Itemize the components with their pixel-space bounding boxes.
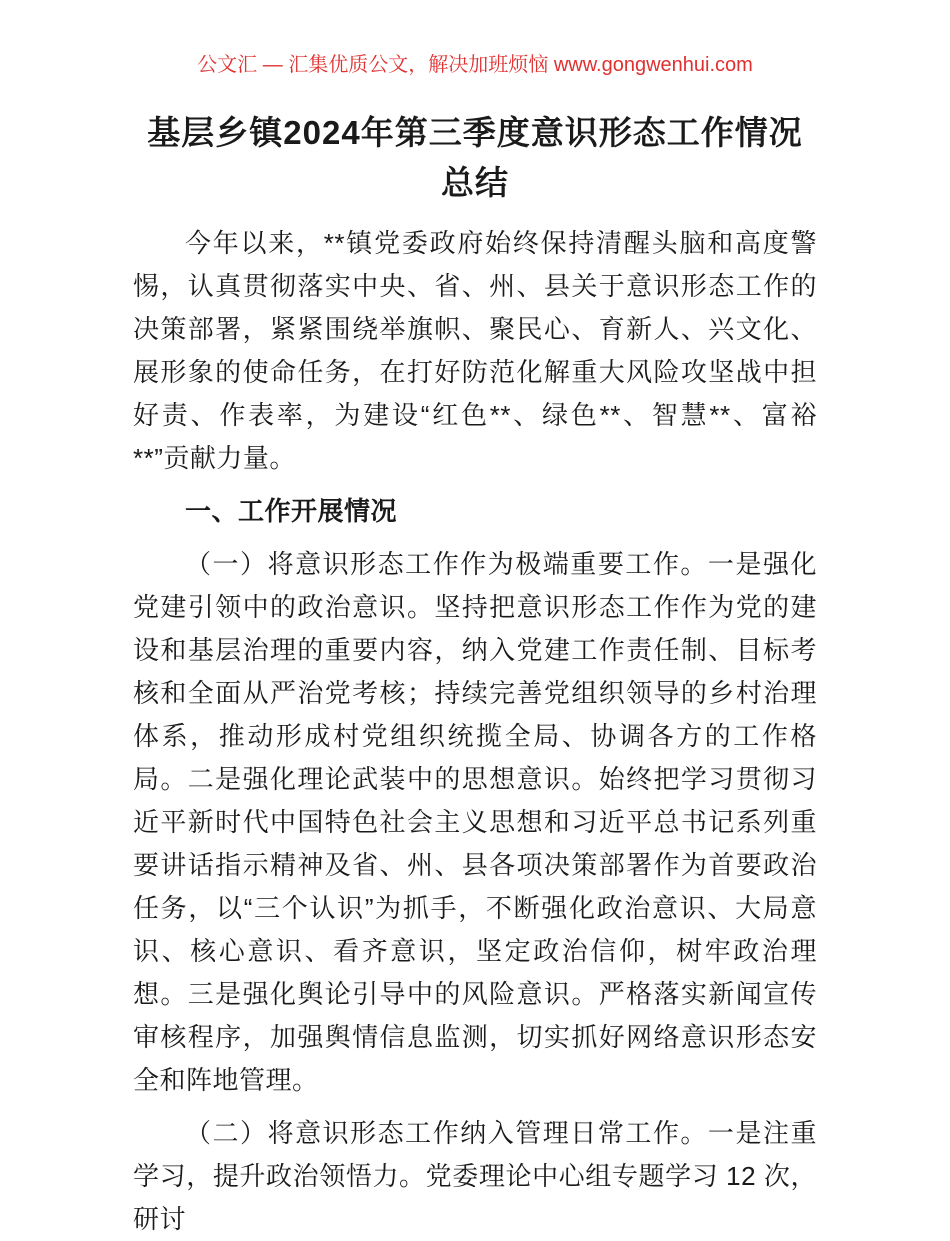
section-heading-work-progress: 一、工作开展情况 — [185, 496, 398, 526]
paragraph-item-2: （二）将意识形态工作纳入管理日常工作。一是注重学习，提升政治领悟力。党委理论中心组专题学习 12 次，研讨 — [133, 1118, 817, 1234]
paragraph-intro: 今年以来，**镇党委政府始终保持清醒头脑和高度警惕，认真贯彻落实中央、省、州、县关于意识形态工作的决策部署，紧紧围绕举旗帜、聚民心、育新人、兴文化、展形象的使命任务，在打好防范化解重大风险攻坚战中担好责、作表率，为建设“红色**、绿色**、智慧**、富裕**”贡献力量。 — [133, 228, 817, 473]
paragraph-item-1: （一）将意识形态工作作为极端重要工作。一是强化党建引领中的政治意识。坚持把意识形态工作作为党的建设和基层治理的重要内容，纳入党建工作责任制、目标考核和全面从严治党考核；持续完善党组织领导的乡村治理体系，推动形成村党组织统揽全局、协调各方的工作格局。二是强化理论武装中的思想意识。始终把学习贯彻习近平新时代中国特色社会主义思想和习近平总书记系列重要讲话指示精神及省、州、县各项决策部署作为首要政治任务，以“三个认识”为抓手，不断强化政治意识、大局意识、核心意识、看齐意识，坚定政治信仰，树牢政治理想。三是强化舆论引导中的风险意识。严格落实新闻宣传审核程序，加强舆情信息监测，切实抓好网络意识形态安全和阵地管理。 — [133, 549, 817, 1095]
document-title: 基层乡镇2024年第三季度意识形态工作情况总结 — [147, 114, 803, 201]
site-watermark: 公文汇 — 汇集优质公文，解决加班烦恼 www.gongwenhui.com — [197, 54, 753, 76]
